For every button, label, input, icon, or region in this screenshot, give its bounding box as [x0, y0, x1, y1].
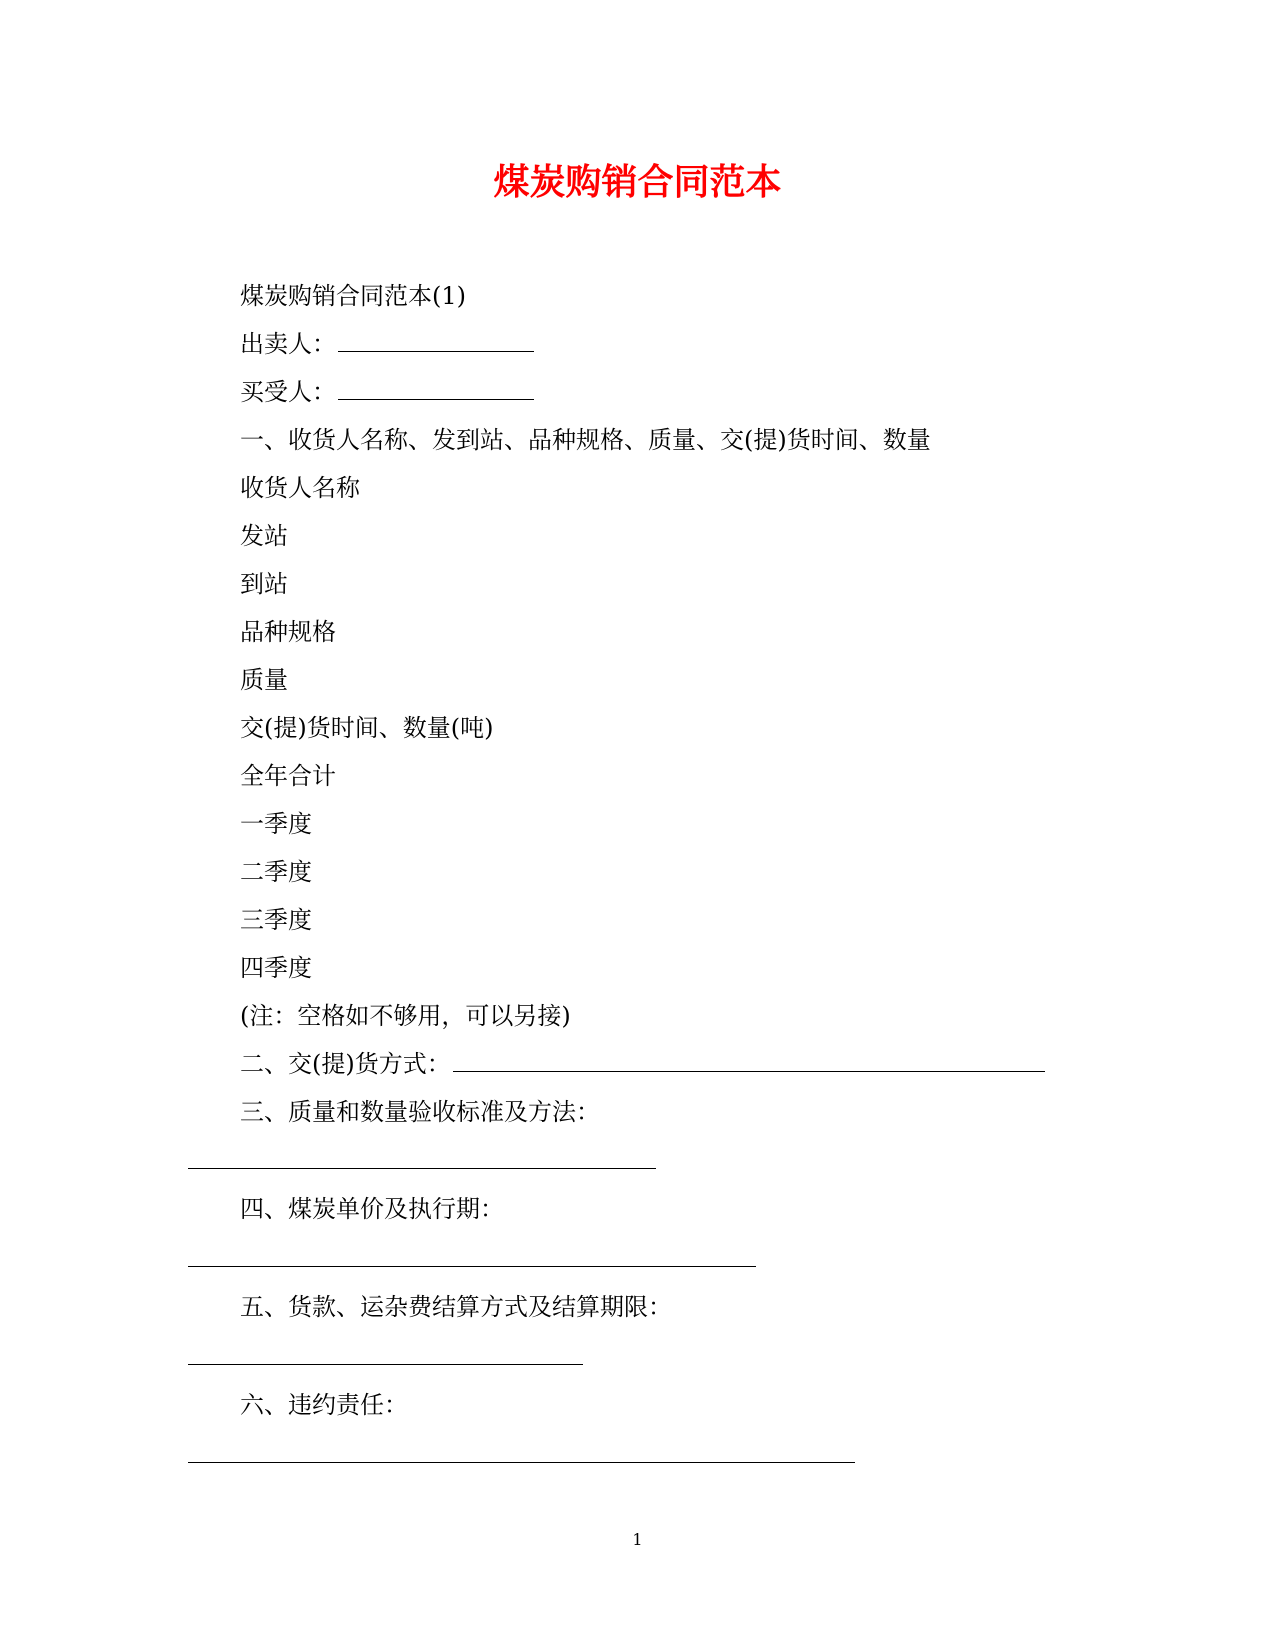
item-departure-station: 发站: [240, 522, 288, 550]
section-4-blank: [188, 1266, 756, 1267]
item-q2: 二季度: [240, 858, 312, 886]
section-5-blank: [188, 1364, 583, 1365]
item-consignee-name: 收货人名称: [240, 474, 360, 502]
section-6-blank: [188, 1462, 855, 1463]
item-variety-spec: 品种规格: [240, 618, 336, 646]
item-annual-total: 全年合计: [240, 762, 336, 790]
section-3-heading: 三、质量和数量验收标准及方法：: [240, 1098, 600, 1126]
item-arrival-station: 到站: [240, 570, 288, 598]
page-number: 1: [632, 1530, 643, 1549]
seller-blank: [338, 329, 534, 352]
buyer-blank: [338, 377, 534, 400]
item-delivery-time-quantity: 交(提)货时间、数量(吨): [240, 714, 494, 742]
section-4-heading: 四、煤炭单价及执行期：: [240, 1195, 504, 1223]
item-quality: 质量: [240, 666, 288, 694]
section-2-heading: 二、交(提)货方式：: [240, 1050, 451, 1078]
item-q1: 一季度: [240, 810, 312, 838]
seller-line: [240, 329, 534, 359]
section-2-blank: [453, 1049, 1045, 1072]
seller-label: 出卖人：: [240, 330, 336, 358]
contract-subtitle: 煤炭购销合同范本(1): [240, 282, 466, 310]
item-q3: 三季度: [240, 906, 312, 934]
section-1-heading: 一、收货人名称、发到站、品种规格、质量、交(提)货时间、数量: [240, 426, 931, 454]
section-5-heading: 五、货款、运杂费结算方式及结算期限：: [240, 1293, 672, 1321]
section-3-blank: [188, 1168, 656, 1169]
section-6-heading: 六、违约责任：: [240, 1391, 408, 1419]
item-q4: 四季度: [240, 954, 312, 982]
section-2-line: [240, 1049, 1045, 1079]
document-title: 煤炭购销合同范本: [493, 161, 782, 203]
buyer-label: 买受人：: [240, 378, 336, 406]
note-line: (注：空格如不够用，可以另接): [240, 1002, 571, 1030]
buyer-line: [240, 377, 534, 407]
